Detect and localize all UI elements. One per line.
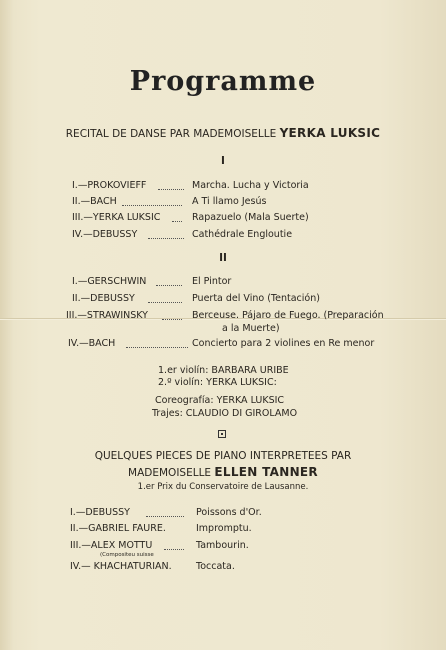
recital-prefix: RECITAL DE DANSE PAR MADEMOISELLE xyxy=(65,128,277,140)
piano-prize: 1.er Prix du Conservatoire de Lausanne. xyxy=(137,482,309,492)
composer: I.—DEBUSSY xyxy=(70,507,130,518)
program-row xyxy=(72,293,402,307)
piano-prefix: MADEMOISELLE xyxy=(128,467,212,479)
program-row xyxy=(68,338,408,352)
leader-dots xyxy=(148,302,182,303)
composer: II.—BACH xyxy=(72,196,117,207)
composer-note: (Compositeu suisse xyxy=(100,552,154,558)
leader-dots xyxy=(126,347,188,348)
work-title: Concierto para 2 violines en Re menor xyxy=(192,338,375,349)
composer: IV.—BACH xyxy=(68,338,116,349)
program-row xyxy=(70,561,370,575)
composer: III.—STRAWINSKY xyxy=(66,310,148,321)
work-title-continued: a la Muerte) xyxy=(222,323,280,334)
piano-heading: QUELQUES PIECES DE PIANO INTERPRETEES PAR xyxy=(94,450,352,462)
program-row xyxy=(72,180,392,194)
program-row xyxy=(66,310,406,334)
recital-heading xyxy=(0,126,446,140)
recital-performer: YERKA LUKSIC xyxy=(279,126,381,140)
leader-dots xyxy=(122,205,182,206)
work-title: Rapazuelo (Mala Suerte) xyxy=(192,212,309,223)
work-title: Toccata. xyxy=(196,561,235,572)
composer: III.—ALEX MOTTU xyxy=(70,540,153,551)
work-title: Puerta del Vino (Tentación) xyxy=(192,293,320,304)
costumes-credit: Trajes: CLAUDIO DI GIROLAMO xyxy=(152,408,298,419)
work-title: Cathédrale Engloutie xyxy=(192,229,293,240)
leader-dots xyxy=(146,516,184,517)
part-one-numeral: I xyxy=(221,155,225,167)
work-title: Poissons d'Or. xyxy=(196,507,262,518)
choreography-credit: Coreografía: YERKA LUKSIC xyxy=(155,395,285,406)
work-title: El Pintor xyxy=(192,276,232,287)
work-title: A Ti llamo Jesús xyxy=(192,196,267,207)
leader-dots xyxy=(172,221,182,222)
work-title: Berceuse. Pájaro de Fuego. (Preparación xyxy=(192,310,384,321)
composer: III.—YERKA LUKSIC xyxy=(72,212,161,223)
composer: I.—GERSCHWIN xyxy=(72,276,147,287)
leader-dots xyxy=(156,285,182,286)
work-title: Tambourin. xyxy=(196,540,249,551)
program-row xyxy=(72,196,392,210)
composer: I.—PROKOVIEFF xyxy=(72,180,147,191)
work-title: Impromptu. xyxy=(196,523,252,534)
composer: IV.—DEBUSSY xyxy=(72,229,138,240)
leader-dots xyxy=(164,549,184,550)
section-ornament xyxy=(218,430,226,438)
program-row xyxy=(72,229,392,243)
composer: IV.— KHACHATURIAN. xyxy=(70,561,172,572)
composer: II.—DEBUSSY xyxy=(72,293,135,304)
violin-two-credit: 2.º violín: YERKA LUKSIC: xyxy=(158,377,277,388)
work-title: Marcha. Lucha y Victoria xyxy=(192,180,309,191)
program-title: Programme xyxy=(129,66,317,97)
piano-performer-line xyxy=(0,465,446,479)
program-row xyxy=(70,507,370,521)
leader-dots xyxy=(148,238,184,239)
program-row xyxy=(72,212,392,226)
part-two-numeral: II xyxy=(219,252,227,264)
violin-one-credit: 1.er violín: BARBARA URIBE xyxy=(158,365,289,376)
composer: II.—GABRIEL FAURE. xyxy=(70,523,166,534)
program-row xyxy=(72,276,402,290)
leader-dots xyxy=(158,189,184,190)
piano-performer: ELLEN TANNER xyxy=(214,465,318,479)
leader-dots xyxy=(162,319,182,320)
program-row xyxy=(70,523,370,537)
